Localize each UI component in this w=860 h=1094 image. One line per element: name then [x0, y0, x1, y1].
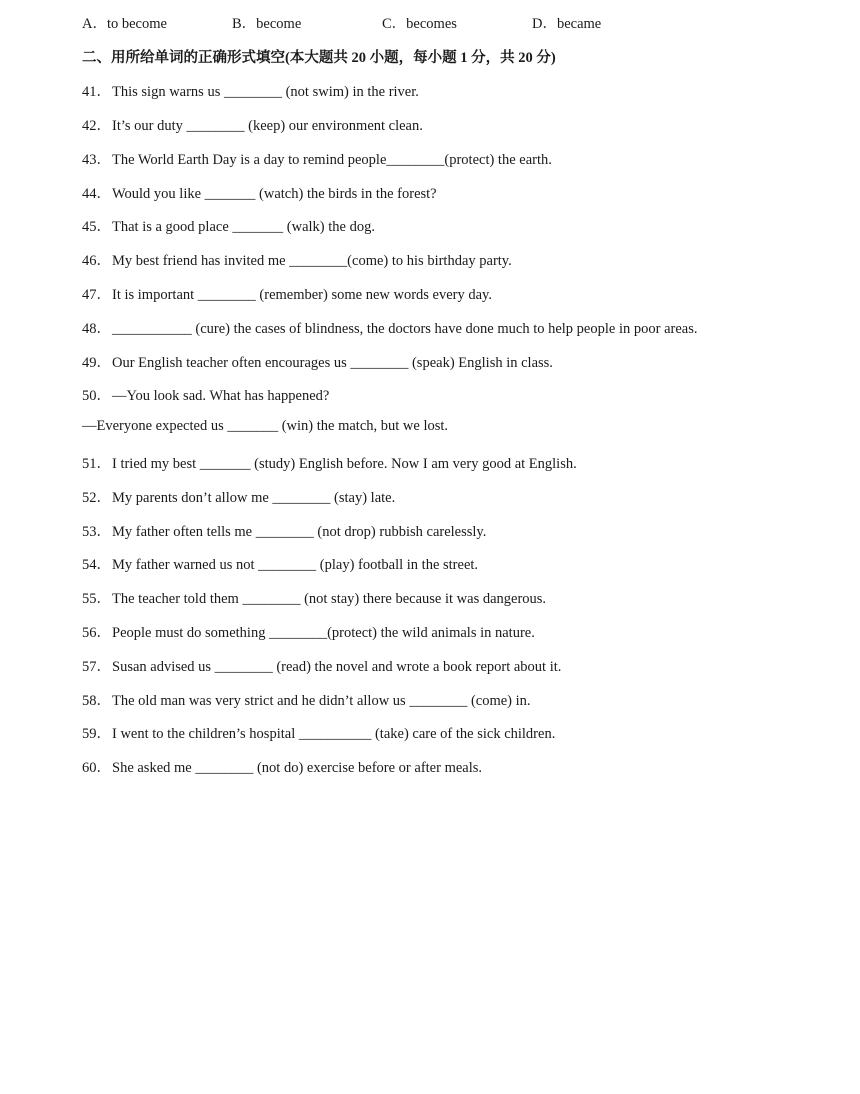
option-c: C．becomes	[382, 16, 457, 32]
question-text: This sign warns us ________ (not swim) in the river.	[112, 84, 419, 100]
question-number: 58．	[82, 693, 111, 709]
question-number: 47．	[82, 287, 111, 303]
question-number: 49．	[82, 355, 111, 371]
question-text: I went to the children’s hospital __________ (take) care of the sick children.	[112, 726, 556, 742]
question-41	[82, 80, 419, 101]
question-50	[82, 384, 329, 405]
question-52	[82, 486, 395, 507]
question-42	[82, 114, 423, 135]
question-59	[82, 722, 555, 743]
question-number: 54．	[82, 557, 111, 573]
question-text: Susan advised us ________ (read) the novel and wrote a book report about it.	[112, 659, 562, 675]
question-text: The old man was very strict and he didn’t allow us ________ (come) in.	[112, 693, 531, 709]
question-text: It’s our duty ________ (keep) our environment clean.	[112, 118, 423, 134]
question-46	[82, 249, 512, 270]
question-number: 52．	[82, 490, 111, 506]
option-b: B．become	[232, 16, 302, 32]
question-47	[82, 283, 492, 304]
question-49	[82, 351, 553, 372]
question-number: 50．	[82, 388, 111, 404]
question-text: She asked me ________ (not do) exercise before or after meals.	[112, 760, 483, 776]
question-text: ___________ (cure) the cases of blindness, the doctors have done much to help people in poor areas.	[112, 321, 698, 337]
option-d: D．became	[532, 16, 602, 32]
question-number: 60．	[82, 760, 111, 776]
question-57	[82, 655, 561, 676]
question-53	[82, 520, 486, 541]
question-text: Would you like _______ (watch) the birds in the forest?	[112, 186, 437, 202]
question-55	[82, 587, 546, 608]
question-text: The teacher told them ________ (not stay) there because it was dangerous.	[112, 591, 547, 607]
question-50-reply	[82, 418, 448, 435]
question-text: People must do something ________(protect) the wild animals in nature.	[112, 625, 535, 641]
question-text: My father often tells me ________ (not drop) rubbish carelessly.	[112, 524, 487, 540]
question-text: That is a good place _______ (walk) the dog.	[112, 219, 375, 235]
question-60	[82, 756, 482, 777]
question-text: My parents don’t allow me ________ (stay) late.	[112, 490, 396, 506]
question-number: 42．	[82, 118, 111, 134]
question-number: 57．	[82, 659, 111, 675]
question-number: 43．	[82, 152, 111, 168]
question-text: —You look sad. What has happened?	[112, 388, 330, 404]
question-number: 53．	[82, 524, 111, 540]
question-45	[82, 215, 375, 236]
question-text: The World Earth Day is a day to remind people________(protect) the earth.	[112, 152, 552, 168]
question-number: 55．	[82, 591, 111, 607]
question-number: 46．	[82, 253, 111, 269]
question-number: 56．	[82, 625, 111, 641]
question-number: 44．	[82, 186, 111, 202]
section-heading: 二、用所给单词的正确形式填空(本大题共 20 小题，每小题 1 分，共 20 分)	[82, 50, 556, 66]
question-text: My father warned us not ________ (play) football in the street.	[112, 557, 479, 573]
question-56	[82, 621, 535, 642]
question-number: 51．	[82, 456, 111, 472]
question-number: 41．	[82, 84, 111, 100]
question-number: 45．	[82, 219, 111, 235]
question-text: Our English teacher often encourages us ________ (speak) English in class.	[112, 355, 553, 371]
question-text: It is important ________ (remember) some new words every day.	[112, 287, 492, 303]
question-number: 59．	[82, 726, 111, 742]
question-44	[82, 182, 437, 203]
answer-options-row	[82, 12, 782, 32]
question-number: 48．	[82, 321, 111, 337]
question-51	[82, 452, 577, 473]
question-48	[82, 317, 697, 338]
option-a: A．to become	[82, 16, 167, 32]
question-58	[82, 689, 531, 710]
question-text: —Everyone expected us _______ (win) the match, but we lost.	[82, 418, 449, 434]
question-43	[82, 148, 552, 169]
question-text: I tried my best _______ (study) English before. Now I am very good at English.	[112, 456, 577, 472]
question-text: My best friend has invited me ________(come) to his birthday party.	[112, 253, 512, 269]
question-54	[82, 553, 478, 574]
